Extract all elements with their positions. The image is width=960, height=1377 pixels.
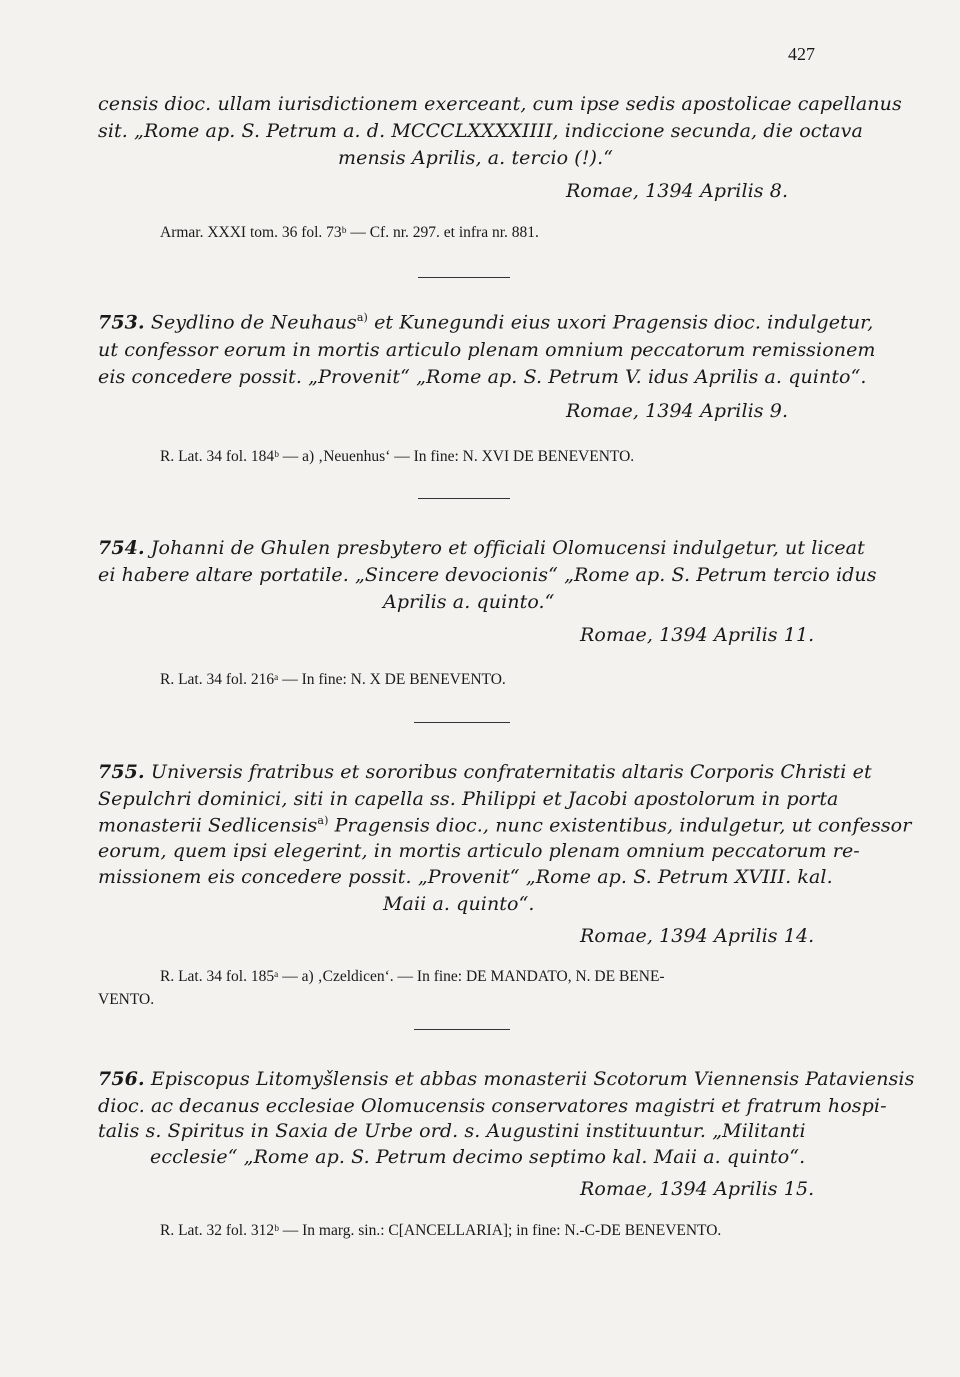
text-line: censis dioc. ullam iurisdictionem exerceant, cum ipse sedis apostolicae capellanus: [98, 93, 902, 115]
text-line: missionem eis concedere possit. „Provenit“ „Rome ap. S. Petrum XVIII. kal.: [98, 866, 833, 888]
text-line: dioc. ac decanus ecclesiae Olomucensis conservatores magistri et fratrum hospi-: [98, 1095, 887, 1117]
entry-755-line1: 755. Universis fratribus et sororibus confraternitatis altaris Corporis Christi et: [98, 761, 872, 783]
separator-rule: [418, 277, 510, 278]
entry-date: Romae, 1394 Aprilis 11.: [580, 624, 815, 646]
separator-rule: [418, 498, 510, 499]
text-line: Sepulchri dominici, siti in capella ss. Philippi et Jacobi apostolorum in porta: [98, 788, 839, 810]
text-line: talis s. Spiritus in Saxia de Urbe ord. s. Augustini instituuntur. „Militanti: [98, 1120, 806, 1142]
entry-number: 756.: [98, 1068, 145, 1090]
separator-rule: [414, 722, 510, 723]
entry-number: 755.: [98, 761, 145, 783]
text-line: monasterii Sedlicensis$^{a)}$ Pragensis dioc., nunc existentibus, indulgetur, ut confessor: [98, 814, 912, 837]
text-line: ut confessor eorum in mortis articulo plenam omnium peccatorum remissionem: [98, 339, 876, 361]
text-line: ei habere altare portatile. „Sincere devocionis“ „Rome ap. S. Petrum tercio idus: [98, 564, 877, 586]
entry-753-line1: 753. Seydlino de Neuhaus$^{a)}$ et Kunegundi eius uxori Pragensis dioc. indulgetur,: [98, 311, 874, 334]
archival-reference: R. Lat. 32 fol. 312ᵇ — In marg. sin.: C[ANCELLARIA]; in fine: N.-C-DE BENEVENTO.: [160, 1222, 722, 1239]
archival-reference: R. Lat. 34 fol. 185ᵃ — a) ‚Czeldicen‘. — In fine: DE MANDATO, N. DE BENE-: [160, 968, 665, 985]
archival-reference: R. Lat. 34 fol. 184ᵇ — a) ‚Neuenhus‘ — In fine: N. XVI DE BENEVENTO.: [160, 448, 635, 465]
entry-date: Romae, 1394 Aprilis 8.: [566, 180, 789, 202]
entry-date: Romae, 1394 Aprilis 9.: [566, 400, 789, 422]
entry-number: 753.: [98, 311, 145, 334]
entry-date: Romae, 1394 Aprilis 14.: [580, 925, 815, 947]
text-line: Maii a. quinto“.: [383, 893, 535, 915]
entry-756-line1: 756. Episcopus Litomyšlensis et abbas monasterii Scotorum Viennensis Pataviensis: [98, 1068, 915, 1090]
entry-number: 754.: [98, 537, 145, 559]
text-line: eorum, quem ipsi elegerint, in mortis articulo plenam omnium peccatorum re-: [98, 840, 860, 862]
text-line: Aprilis a. quinto.“: [383, 591, 555, 613]
text-line: sit. „Rome ap. S. Petrum a. d. MCCCLXXXXIIII, indiccione secunda, die octava: [98, 120, 863, 142]
archival-reference: Armar. XXXI tom. 36 fol. 73ᵇ — Cf. nr. 297. et infra nr. 881.: [160, 224, 539, 241]
text-line: ecclesie“ „Rome ap. S. Petrum decimo septimo kal. Maii a. quinto“.: [150, 1146, 806, 1168]
entry-date: Romae, 1394 Aprilis 15.: [580, 1178, 815, 1200]
text-line: mensis Aprilis, a. tercio (!).“: [338, 147, 614, 169]
entry-754-line1: 754. Johanni de Ghulen presbytero et officiali Olomucensi indulgetur, ut liceat: [98, 537, 865, 559]
archival-reference: VENTO.: [98, 991, 155, 1008]
text-line: eis concedere possit. „Provenit“ „Rome ap. S. Petrum V. idus Aprilis a. quinto“.: [98, 366, 867, 388]
archival-reference: R. Lat. 34 fol. 216ᵃ — In fine: N. X DE BENEVENTO.: [160, 671, 506, 688]
separator-rule: [414, 1029, 510, 1030]
page-number: 427: [788, 44, 815, 64]
